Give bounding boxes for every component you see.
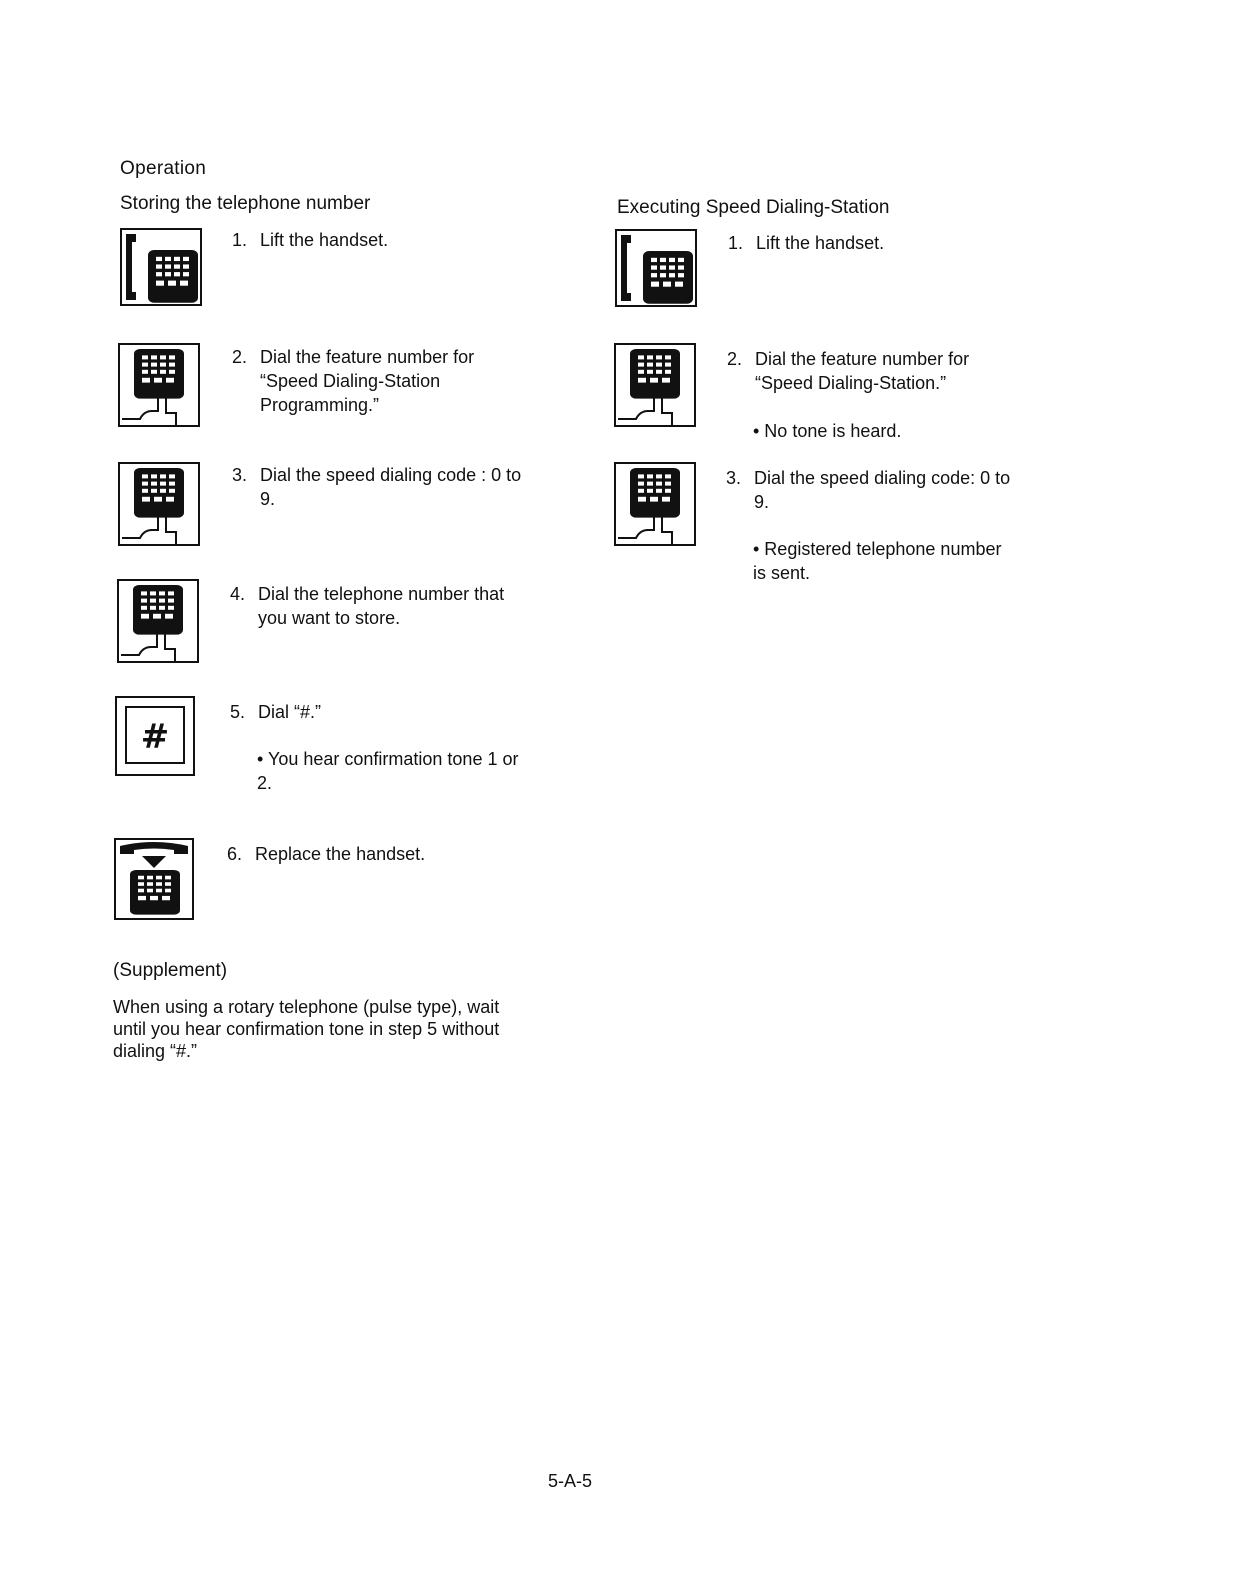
hash-key-icon bbox=[115, 696, 199, 780]
keypad-dial-icon bbox=[118, 462, 202, 548]
left-step-5-note: • You hear confirmation tone 1 or 2. bbox=[257, 749, 519, 793]
step-number: 2. bbox=[727, 349, 743, 369]
left-step-3 bbox=[232, 463, 572, 515]
keypad-dial-icon bbox=[614, 343, 698, 429]
right-heading: Executing Speed Dialing-Station bbox=[617, 197, 890, 218]
page-number: 5-A-5 bbox=[548, 1471, 593, 1491]
right-step-3-note: • Registered telephone number is sent. bbox=[753, 539, 1002, 583]
right-step-3 bbox=[726, 466, 1066, 518]
supplement-body: When using a rotary telephone (pulse type), wait until you hear confirmation tone in step 5 without dialing “#.” bbox=[113, 997, 500, 1061]
left-step-6 bbox=[227, 842, 567, 872]
step-text: Dial “#.” bbox=[258, 702, 322, 722]
left-heading: Storing the telephone number bbox=[120, 193, 371, 214]
left-step-5 bbox=[230, 700, 570, 730]
right-step-1 bbox=[728, 231, 1068, 261]
step-text: Dial the feature number for “Speed Dialing-Station Programming.” bbox=[260, 347, 475, 415]
step-number: 4. bbox=[230, 584, 246, 604]
left-step-1 bbox=[232, 228, 572, 258]
keypad-dial-icon bbox=[118, 343, 202, 429]
svg-text:#: # bbox=[140, 717, 170, 757]
section-title: Operation bbox=[120, 158, 207, 179]
supplement-title: (Supplement) bbox=[113, 960, 228, 981]
step-number: 1. bbox=[232, 230, 248, 250]
keypad-dial-icon bbox=[117, 579, 201, 665]
step-text: Dial the feature number for “Speed Dialing-Station.” bbox=[755, 349, 970, 393]
step-text: Dial the speed dialing code : 0 to 9. bbox=[260, 465, 522, 509]
handset-lift-icon bbox=[615, 229, 699, 309]
step-text: Lift the handset. bbox=[756, 233, 885, 253]
handset-lift-icon bbox=[120, 228, 204, 308]
step-text: Lift the handset. bbox=[260, 230, 389, 250]
step-number: 5. bbox=[230, 702, 246, 722]
right-step-2-note: • No tone is heard. bbox=[753, 421, 902, 441]
step-text: Dial the speed dialing code: 0 to 9. bbox=[754, 468, 1011, 512]
right-step-2 bbox=[727, 347, 1067, 399]
step-number: 3. bbox=[726, 468, 742, 488]
step-text: Replace the handset. bbox=[255, 844, 426, 864]
step-text: Dial the telephone number that you want to store. bbox=[258, 584, 505, 628]
step-number: 2. bbox=[232, 347, 248, 367]
step-number: 6. bbox=[227, 844, 243, 864]
left-step-2 bbox=[232, 345, 572, 425]
keypad-dial-icon bbox=[614, 462, 698, 548]
step-number: 3. bbox=[232, 465, 248, 485]
left-step-4 bbox=[230, 582, 570, 634]
handset-replace-icon bbox=[114, 838, 198, 922]
step-number: 1. bbox=[728, 233, 744, 253]
